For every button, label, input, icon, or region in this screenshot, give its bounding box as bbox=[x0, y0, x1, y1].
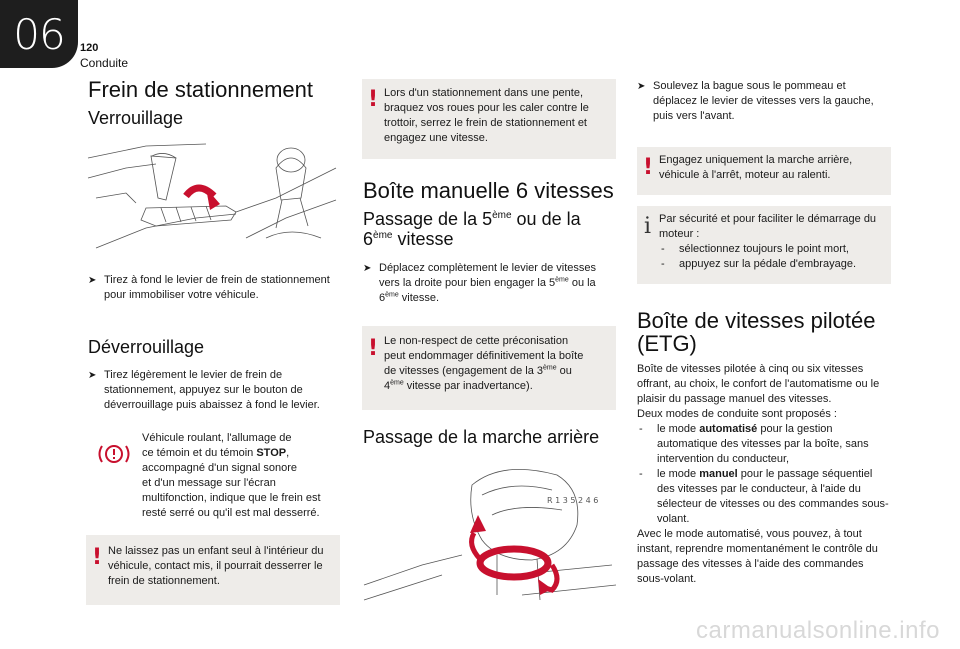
brake-warning-lamp-icon bbox=[93, 442, 135, 466]
gear-pattern-label: R 1 3 5 2 4 6 bbox=[547, 496, 599, 505]
watermark: carmanualsonline.info bbox=[696, 617, 940, 644]
heading-deverrouillage: Déverrouillage bbox=[88, 337, 205, 357]
heading-passage-5-6: Passage de la 5ème ou de la 6ème vitesse bbox=[363, 209, 581, 249]
warning-text-slope: Lors d'un stationnement dans une pente, braquez vos roues pour les caler contre le trottoir, serrez le frein de stationnement et engagez une vitesse. bbox=[384, 87, 589, 144]
handbrake-illustration bbox=[86, 138, 342, 258]
warning-exclamation-icon: ! bbox=[368, 336, 379, 361]
title-boite-pilotee: Boîte de vitesses pilotée (ETG) bbox=[637, 308, 876, 357]
heading-marche-arriere: Passage de la marche arrière bbox=[363, 427, 600, 447]
bullet-verrouillage bbox=[88, 273, 338, 303]
bullet-arrow-icon: ➤ bbox=[637, 81, 646, 92]
alert-text: Véhicule roulant, l'allumage de ce témoin et du témoin STOP, accompagné d'un signal sonore et d'un message sur l'écran multifonction, indique que le frein est resté serré ou qu'il est mal desserré. bbox=[142, 432, 321, 519]
warning-box-reverse bbox=[637, 147, 891, 195]
title-boite-manuelle: Boîte manuelle 6 vitesses bbox=[363, 178, 614, 203]
bullet-arrow-icon: ➤ bbox=[363, 263, 372, 274]
bullet-arrow-icon: ➤ bbox=[88, 275, 97, 286]
warning-text-preconisation: Le non-respect de cette préconisation peut endommager définitivement la boîte de vitesses (engagement de la 3ème ou 4ème vitesse par inadvertance). bbox=[384, 335, 584, 392]
bullet-arrow-icon: ➤ bbox=[88, 370, 97, 381]
text-deverrouillage: Tirez légèrement le levier de frein de stationnement, appuyez sur le bouton de déverrouillage puis abaissez à fond le levier. bbox=[104, 369, 320, 411]
title-frein-stationnement: Frein de stationnement bbox=[88, 77, 314, 102]
chapter-badge: 06 bbox=[0, 0, 78, 68]
etg-description: Boîte de vitesses pilotée à cinq ou six vitesses offrant, au choix, le confort de l'automatisme ou le plaisir du passage manuel des vitesses. Deux modes de conduite sont proposés : - le mode automatisé pour la gestion automatique des vitesses par la boîte, sans intervention du conducteur, - le mode manuel pour le passage séquentiel des vitesses par le conducteur, à l'aide du sélecteur de vitesses ou des commandes sous-volant. Avec le mode automatisé, vous pouvez, à tout instant, reprendre momentanément le contrôle du passage des vitesses à l'aide des commandes sous-volant. bbox=[637, 363, 889, 585]
warning-box-slope bbox=[362, 79, 616, 159]
warning-exclamation-icon: ! bbox=[368, 87, 379, 112]
warning-text-reverse: Engagez uniquement la marche arrière, véhicule à l'arrêt, moteur au ralenti. bbox=[659, 154, 853, 181]
text-verrouillage: Tirez à fond le levier de frein de stationnement pour immobiliser votre véhicule. bbox=[104, 274, 330, 301]
warning-box-preconisation bbox=[362, 326, 616, 410]
bullet-soulevez bbox=[637, 79, 889, 124]
section-name: Conduite bbox=[80, 56, 129, 70]
warning-text-child: Ne laissez pas un enfant seul à l'intérieur du véhicule, contact mis, il pourrait desserrer le frein de stationnement. bbox=[108, 545, 324, 587]
bullet-deverrouillage bbox=[88, 368, 343, 413]
info-box-demarrage bbox=[637, 206, 891, 284]
info-icon: i bbox=[644, 214, 652, 239]
text-soulevez: Soulevez la bague sous le pommeau et déplacez le levier de vitesses vers la gauche, puis vers l'avant. bbox=[653, 80, 874, 122]
heading-verrouillage: Verrouillage bbox=[88, 108, 184, 128]
gear-knob-illustration bbox=[362, 455, 616, 605]
bullet-passage-5-6: ➤ Déplacez complètement le levier de vitesses vers la droite pour bien engager la 5ème ou la 6ème vitesse. bbox=[363, 262, 597, 304]
warning-exclamation-icon: ! bbox=[92, 545, 103, 570]
warning-box-child bbox=[86, 535, 340, 605]
warning-exclamation-icon: ! bbox=[643, 155, 654, 180]
page-number: 120 bbox=[80, 42, 99, 54]
info-text: Par sécurité et pour faciliter le démarrage du moteur : - sélectionnez toujours le point mort, - appuyez sur la pédale d'embrayage. bbox=[659, 213, 877, 270]
